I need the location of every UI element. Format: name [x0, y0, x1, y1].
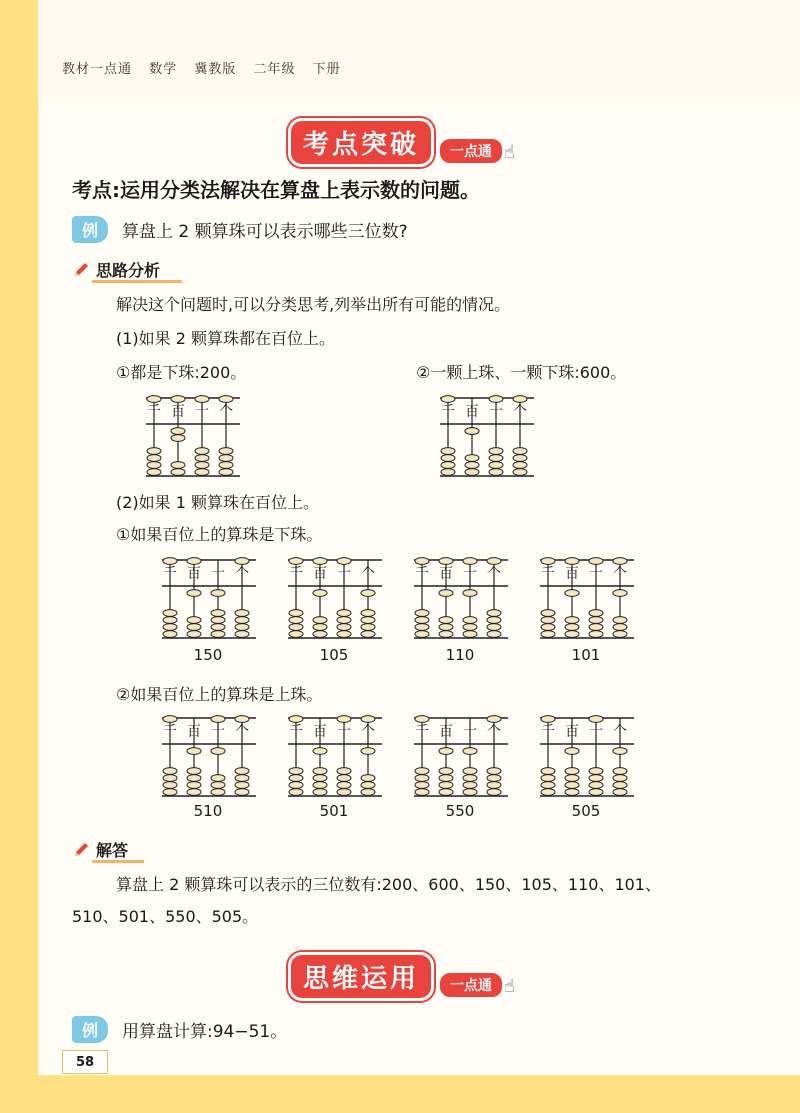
- lower-bead: [187, 631, 201, 638]
- lower-bead: [163, 617, 177, 624]
- lower-bead: [565, 631, 579, 638]
- lower-bead: [463, 775, 477, 782]
- place-label: 个: [235, 724, 249, 740]
- lower-bead: [415, 782, 429, 789]
- lower-bead: [211, 782, 225, 789]
- lower-bead: [589, 782, 603, 789]
- lower-bead: [415, 617, 429, 624]
- lower-bead: [541, 617, 555, 624]
- lower-bead: [337, 624, 351, 631]
- lower-bead: [361, 624, 375, 631]
- lower-bead: [361, 789, 375, 796]
- lower-bead: [187, 624, 201, 631]
- upper-bead: [613, 748, 627, 755]
- lower-bead: [565, 789, 579, 796]
- case-1b: ②一颗上珠、一颗下珠:600。: [416, 363, 627, 382]
- point-title: 考点:运用分类法解决在算盘上表示数的问题。: [72, 178, 480, 202]
- place-label: 十: [211, 566, 225, 582]
- answer-underline: [92, 860, 144, 863]
- upper-bead: [337, 716, 351, 723]
- abacus-105: [282, 552, 386, 642]
- place-label: 千: [147, 404, 161, 420]
- lower-bead: [541, 768, 555, 775]
- lower-bead: [211, 610, 225, 617]
- upper-bead: [463, 558, 477, 565]
- lower-bead: [513, 448, 527, 455]
- lower-bead: [439, 768, 453, 775]
- lower-bead: [187, 768, 201, 775]
- lower-bead: [541, 775, 555, 782]
- lower-bead: [589, 768, 603, 775]
- case-1: (1)如果 2 颗算珠都在百位上。: [116, 329, 336, 348]
- lower-bead: [171, 462, 185, 469]
- lower-bead: [439, 775, 453, 782]
- lower-bead: [465, 428, 479, 435]
- case-2b: ②如果百位上的算珠是上珠。: [116, 685, 323, 704]
- abacus-label: 501: [319, 802, 349, 820]
- lower-bead: [289, 624, 303, 631]
- pencil-icon: [72, 261, 90, 279]
- lower-bead: [313, 782, 327, 789]
- lower-bead: [487, 617, 501, 624]
- lower-bead: [313, 768, 327, 775]
- lower-bead: [289, 789, 303, 796]
- upper-bead: [235, 716, 249, 723]
- lower-bead: [337, 789, 351, 796]
- place-label: 十: [463, 566, 477, 582]
- banner-tag: 一点通: [440, 973, 502, 997]
- lower-bead: [487, 631, 501, 638]
- lower-bead: [565, 782, 579, 789]
- lower-bead: [441, 455, 455, 462]
- page-number: 58: [62, 1050, 108, 1074]
- example-tag: 例: [72, 1016, 108, 1043]
- lower-bead: [489, 462, 503, 469]
- upper-bead: [441, 396, 455, 403]
- upper-bead: [147, 396, 161, 403]
- lower-bead: [337, 775, 351, 782]
- lower-bead: [337, 631, 351, 638]
- upper-bead: [163, 558, 177, 565]
- upper-bead: [171, 396, 185, 403]
- place-label: 十: [211, 724, 225, 740]
- lower-bead: [163, 782, 177, 789]
- lower-bead: [613, 782, 627, 789]
- place-label: 十: [337, 566, 351, 582]
- upper-bead: [337, 558, 351, 565]
- place-label: 千: [441, 404, 455, 420]
- upper-bead: [187, 558, 201, 565]
- upper-bead: [439, 748, 453, 755]
- analysis-title: 思路分析: [96, 261, 161, 280]
- upper-bead: [487, 558, 501, 565]
- lower-bead: [195, 469, 209, 476]
- lower-bead: [441, 448, 455, 455]
- lower-bead: [441, 462, 455, 469]
- lower-bead: [487, 624, 501, 631]
- place-label: 个: [487, 566, 501, 582]
- lower-bead: [415, 624, 429, 631]
- lower-bead: [541, 789, 555, 796]
- lower-bead: [211, 631, 225, 638]
- lower-bead: [465, 455, 479, 462]
- lower-bead: [565, 590, 579, 597]
- lower-bead: [465, 462, 479, 469]
- upper-bead: [361, 590, 375, 597]
- lower-bead: [235, 775, 249, 782]
- answer-title: 解答: [96, 841, 129, 860]
- lower-bead: [147, 448, 161, 455]
- lower-bead: [163, 610, 177, 617]
- lower-bead: [415, 789, 429, 796]
- abacus-600: [434, 390, 538, 480]
- lower-bead: [487, 789, 501, 796]
- place-label: 十: [337, 724, 351, 740]
- place-label: 千: [541, 566, 555, 582]
- lower-bead: [613, 617, 627, 624]
- example-question: 用算盘计算:94−51。: [122, 1022, 288, 1042]
- pointing-hand-icon: ☝: [504, 142, 515, 163]
- place-label: 千: [289, 724, 303, 740]
- lower-bead: [211, 775, 225, 782]
- lower-bead: [219, 455, 233, 462]
- upper-bead: [219, 396, 233, 403]
- analysis-intro: 解决这个问题时,可以分类思考,列举出所有可能的情况。: [116, 295, 511, 314]
- lower-bead: [489, 448, 503, 455]
- place-label: 个: [219, 404, 233, 420]
- upper-bead: [211, 716, 225, 723]
- lower-bead: [219, 448, 233, 455]
- lower-bead: [147, 462, 161, 469]
- upper-bead: [541, 716, 555, 723]
- lower-bead: [235, 624, 249, 631]
- lower-bead: [187, 789, 201, 796]
- upper-bead: [589, 716, 603, 723]
- place-label: 千: [163, 566, 177, 582]
- upper-bead: [463, 748, 477, 755]
- lower-bead: [163, 631, 177, 638]
- abacus-150: [156, 552, 260, 642]
- lower-bead: [439, 782, 453, 789]
- example-question: 算盘上 2 颗算珠可以表示哪些三位数?: [122, 222, 408, 242]
- lower-bead: [613, 775, 627, 782]
- lower-bead: [463, 624, 477, 631]
- lower-bead: [313, 789, 327, 796]
- lower-bead: [211, 617, 225, 624]
- place-label: 千: [163, 724, 177, 740]
- upper-bead: [235, 558, 249, 565]
- lower-bead: [441, 469, 455, 476]
- lower-bead: [415, 631, 429, 638]
- lower-bead: [613, 789, 627, 796]
- header-volume: 下册: [312, 62, 341, 77]
- upper-bead: [415, 716, 429, 723]
- abacus-label: 105: [319, 646, 349, 664]
- place-label: 百: [313, 724, 327, 740]
- abacus-505: [534, 710, 638, 800]
- lower-bead: [337, 610, 351, 617]
- lower-bead: [235, 610, 249, 617]
- lower-bead: [589, 610, 603, 617]
- lower-bead: [163, 775, 177, 782]
- lower-bead: [589, 617, 603, 624]
- place-label: 个: [487, 724, 501, 740]
- lower-bead: [565, 617, 579, 624]
- upper-bead: [589, 558, 603, 565]
- lower-bead: [513, 462, 527, 469]
- lower-bead: [565, 775, 579, 782]
- lower-bead: [489, 455, 503, 462]
- place-label: 个: [235, 566, 249, 582]
- lower-bead: [235, 789, 249, 796]
- answer-line-1: 算盘上 2 颗算珠可以表示的三位数有:200、600、150、105、110、101、: [116, 875, 661, 894]
- lower-bead: [513, 469, 527, 476]
- place-label: 百: [171, 404, 185, 420]
- banner-title: 思维运用: [288, 952, 434, 1001]
- lower-bead: [337, 768, 351, 775]
- lower-bead: [463, 782, 477, 789]
- upper-bead: [489, 396, 503, 403]
- bottom-band: [0, 1075, 800, 1113]
- lower-bead: [565, 768, 579, 775]
- lower-bead: [361, 631, 375, 638]
- lower-bead: [313, 617, 327, 624]
- lower-bead: [415, 775, 429, 782]
- lower-bead: [613, 624, 627, 631]
- banner-title: 考点突破: [288, 118, 434, 167]
- lower-bead: [211, 748, 225, 755]
- upper-bead: [439, 558, 453, 565]
- pencil-icon: [72, 841, 90, 859]
- lower-bead: [211, 624, 225, 631]
- lower-bead: [541, 782, 555, 789]
- place-label: 百: [565, 566, 579, 582]
- upper-bead: [613, 558, 627, 565]
- lower-bead: [487, 775, 501, 782]
- lower-bead: [195, 455, 209, 462]
- lower-bead: [187, 590, 201, 597]
- upper-bead: [195, 396, 209, 403]
- lower-bead: [289, 631, 303, 638]
- lower-bead: [463, 631, 477, 638]
- lower-bead: [235, 631, 249, 638]
- lower-bead: [171, 469, 185, 476]
- lower-bead: [487, 768, 501, 775]
- upper-bead: [361, 716, 375, 723]
- pointing-hand-icon: ☝: [504, 976, 515, 997]
- lower-bead: [289, 768, 303, 775]
- answer-line-2: 510、501、550、505。: [72, 907, 259, 926]
- lower-bead: [187, 617, 201, 624]
- place-label: 个: [613, 566, 627, 582]
- header-subject: 数学: [149, 62, 178, 77]
- lower-bead: [487, 610, 501, 617]
- upper-bead: [565, 558, 579, 565]
- abacus-110: [408, 552, 512, 642]
- lower-bead: [415, 610, 429, 617]
- abacus-501: [282, 710, 386, 800]
- answer-heading: [72, 838, 128, 861]
- place-label: 千: [289, 566, 303, 582]
- place-label: 十: [589, 566, 603, 582]
- place-label: 个: [361, 566, 375, 582]
- abacus-550: [408, 710, 512, 800]
- abacus-label: 110: [445, 646, 475, 664]
- lower-bead: [313, 631, 327, 638]
- lower-bead: [235, 617, 249, 624]
- upper-bead: [163, 716, 177, 723]
- top-background: [0, 0, 800, 100]
- lower-bead: [195, 448, 209, 455]
- place-label: 百: [565, 724, 579, 740]
- place-label: 百: [187, 724, 201, 740]
- place-label: 十: [489, 404, 503, 420]
- lower-bead: [439, 590, 453, 597]
- lower-bead: [337, 617, 351, 624]
- header-book: 教材一点通: [62, 62, 133, 77]
- place-label: 百: [313, 566, 327, 582]
- lower-bead: [541, 624, 555, 631]
- upper-bead: [211, 590, 225, 597]
- example-1: [72, 216, 408, 243]
- upper-bead: [313, 558, 327, 565]
- abacus-label: 150: [193, 646, 223, 664]
- section-banner-kaodian: [288, 118, 515, 167]
- lower-bead: [289, 610, 303, 617]
- case-2: (2)如果 1 颗算珠在百位上。: [116, 493, 320, 512]
- place-label: 十: [463, 724, 477, 740]
- lower-bead: [313, 590, 327, 597]
- place-label: 个: [513, 404, 527, 420]
- lower-bead: [415, 768, 429, 775]
- upper-bead: [541, 558, 555, 565]
- lower-bead: [439, 631, 453, 638]
- lower-bead: [235, 768, 249, 775]
- lower-bead: [463, 768, 477, 775]
- header-edition: 冀教版: [194, 62, 237, 77]
- analysis-heading: [72, 258, 160, 281]
- upper-bead: [187, 748, 201, 755]
- abacus-200: [140, 390, 244, 480]
- banner-tag: 一点通: [440, 139, 502, 163]
- lower-bead: [289, 782, 303, 789]
- abacus-label: 550: [445, 802, 475, 820]
- abacus-label: 510: [193, 802, 223, 820]
- lower-bead: [463, 789, 477, 796]
- lower-bead: [163, 789, 177, 796]
- lower-bead: [361, 748, 375, 755]
- abacus-510: [156, 710, 260, 800]
- case-2a: ①如果百位上的算珠是下珠。: [116, 525, 323, 544]
- abacus-101: [534, 552, 638, 642]
- lower-bead: [487, 782, 501, 789]
- place-label: 千: [415, 566, 429, 582]
- lower-bead: [289, 617, 303, 624]
- lower-bead: [589, 775, 603, 782]
- example-tag: 例: [72, 216, 108, 243]
- lower-bead: [541, 610, 555, 617]
- place-label: 十: [195, 404, 209, 420]
- left-margin-band: [0, 0, 38, 1113]
- place-label: 个: [361, 724, 375, 740]
- lower-bead: [613, 590, 627, 597]
- upper-bead: [289, 716, 303, 723]
- lower-bead: [439, 617, 453, 624]
- place-label: 千: [415, 724, 429, 740]
- abacus-label: 505: [571, 802, 601, 820]
- place-label: 个: [613, 724, 627, 740]
- case-1a: ①都是下珠:200。: [116, 363, 247, 382]
- lower-bead: [337, 782, 351, 789]
- lower-bead: [463, 590, 477, 597]
- lower-bead: [361, 775, 375, 782]
- lower-bead: [439, 624, 453, 631]
- lower-bead: [187, 782, 201, 789]
- lower-bead: [235, 782, 249, 789]
- upper-bead: [289, 558, 303, 565]
- place-label: 百: [187, 566, 201, 582]
- lower-bead: [289, 775, 303, 782]
- lower-bead: [613, 768, 627, 775]
- lower-bead: [211, 789, 225, 796]
- lower-bead: [163, 768, 177, 775]
- lower-bead: [313, 624, 327, 631]
- lower-bead: [465, 469, 479, 476]
- abacus-label: 101: [571, 646, 601, 664]
- upper-bead: [313, 748, 327, 755]
- lower-bead: [513, 455, 527, 462]
- lower-bead: [541, 631, 555, 638]
- place-label: 千: [541, 724, 555, 740]
- header-grade: 二年级: [253, 62, 296, 77]
- place-label: 百: [439, 724, 453, 740]
- lower-bead: [147, 455, 161, 462]
- lower-bead: [147, 469, 161, 476]
- lower-bead: [589, 624, 603, 631]
- running-header: [62, 58, 353, 77]
- upper-bead: [565, 748, 579, 755]
- lower-bead: [565, 624, 579, 631]
- place-label: 百: [465, 404, 479, 420]
- lower-bead: [589, 789, 603, 796]
- lower-bead: [439, 789, 453, 796]
- lower-bead: [361, 617, 375, 624]
- upper-bead: [415, 558, 429, 565]
- lower-bead: [171, 428, 185, 435]
- lower-bead: [195, 462, 209, 469]
- place-label: 百: [439, 566, 453, 582]
- lower-bead: [463, 617, 477, 624]
- place-label: 十: [589, 724, 603, 740]
- example-2: [72, 1016, 287, 1043]
- lower-bead: [219, 469, 233, 476]
- section-banner-siwei: [288, 952, 515, 1001]
- lower-bead: [163, 624, 177, 631]
- upper-bead: [487, 716, 501, 723]
- lower-bead: [613, 631, 627, 638]
- upper-bead: [513, 396, 527, 403]
- lower-bead: [219, 462, 233, 469]
- lower-bead: [489, 469, 503, 476]
- lower-bead: [361, 610, 375, 617]
- lower-bead: [361, 782, 375, 789]
- lower-bead: [171, 435, 185, 442]
- lower-bead: [589, 631, 603, 638]
- lower-bead: [313, 775, 327, 782]
- lower-bead: [187, 775, 201, 782]
- analysis-underline: [92, 280, 182, 283]
